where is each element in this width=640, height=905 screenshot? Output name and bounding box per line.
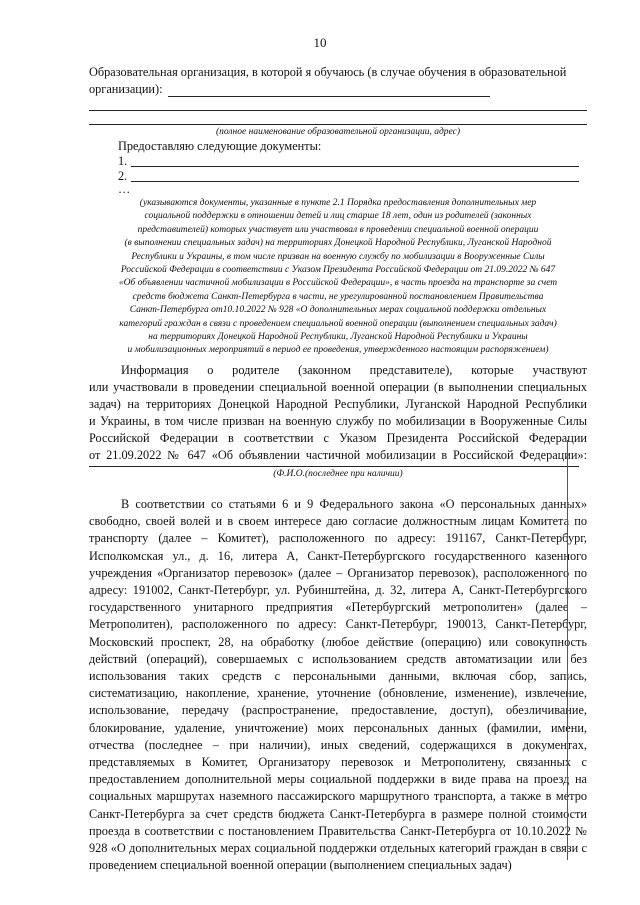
org-input-line-1: [168, 96, 490, 97]
fio-input-line: [89, 466, 579, 467]
docs-note-line: (в выполнении специальных задач) на территориях Донецкой Народной Республики, Луганской Народной: [124, 238, 552, 249]
docs-note-line: социальной поддержки в отношении детей и лиц старше 18 лет, один из родителей (законных: [144, 211, 532, 222]
page-number: 10: [313, 35, 327, 50]
docs-note-line: (указываются документы, указанные в пункте 2.1 Порядка предоставления дополнительных мер: [139, 198, 537, 208]
consent-paragraph: [89, 496, 587, 874]
parent-info-line: или участвовали в проведении специальной военной операции (в выполнении специальных: [89, 380, 587, 394]
consent-text: В соответствии со статьями 6 и 9 Федерального закона «О персональных данных» свободно, своей волей и в своем интересе даю согласие должностным лицам Комитета по транспорту (далее – Комитет), расположенного по адресу: 191167, Санкт-Петербург, Исполкомская ул., д. 16, литера А, Санкт-Петербургского государственного казенного учреждения «Организатор перевозок» (далее – Организатор перевозок), расположенного по адресу: 191002, Санкт-Петербург, ул. Рубинштейна, д. 32, литера А, Санкт-Петербургского государственного унитарного предприятия «Петербургский метрополитен» (далее – Метрополитен), расположенного по адресу: Санкт-Петербург, 190013, Санкт-Петербург, Московский проспект, 28, на обработку (любое действие (операцию) или совокупность действий (операций), совершаемых с использованием средств автоматизации или без использования таких средств с персональными данными, включая сбор, запись, систематизацию, накопление, хранение, уточнение (обновление, изменение), извлечение, использование, передачу (распространение, предоставление, доступ), обезличивание, блокирование, удаление, уничтожение) моих персональных данных (фамилии, имени, отчества (последнее – при наличии), иных сведений, содержащихся в документах, представляемых в Комитет, Организатору перевозок и Метрополитену, связанных с предоставлением дополнительной меры социальной поддержки в виде права на проезд на социальных маршрутах наземного пассажирского маршрутного транспорта, а также в метро Санкт-Петербурга за счет средств бюджета Санкт-Петербурга в размере полной стоимости проезда в соответствии с постановлением Правительства Санкт-Петербурга от 10.10.2022 № 928 «О дополнительных мерах социальной поддержки отдельных категорий граждан в связи с проведением специальной военной операции (выполнением специальных задач): [89, 497, 587, 873]
parent-info-line: задач) на территориях Донецкой Народной Республики, Луганской Народной Республики: [89, 397, 587, 411]
org-caption: (полное наименование образовательной организации, адрес): [215, 127, 461, 137]
docs-note-line: представителей) которых участвует или участвовал в проведении специальной военной операции: [137, 224, 539, 235]
docs-note-line: «Об объявлении частичной мобилизации в Российской Федерации», в часть проезда на транспорте за счет: [118, 278, 558, 289]
docs-note-line: на территориях Донецкой Народной Республики, Луганской Народной Республики и Украины: [148, 332, 528, 343]
docs-item-2: 2.: [118, 169, 128, 183]
docs-note-line: средств бюджета Санкт-Петербурга в части, не урегулированной постановлением Правительства: [132, 291, 544, 302]
margin-stroke: [567, 440, 568, 860]
docs-note: [89, 197, 587, 358]
org-input-line-3: [89, 124, 587, 125]
docs-note-line: и мобилизационных мероприятий в период ее проведения, утвержденного настоящим распоряжением): [127, 345, 549, 356]
docs-heading: Предоставляю следующие документы:: [118, 139, 322, 153]
docs-note-line: Санкт-Петербурга от10.10.2022 № 928 «О дополнительных мерах социальной поддержки отдельных: [129, 305, 547, 316]
parent-info-line: Российской Федерации в соответствии с Указом Президента Российской Федерации: [89, 431, 587, 445]
org-label-line1: Образовательная организация, в которой я обучаюсь (в случае обучения в образовательной: [89, 65, 567, 79]
docs-note-line: Республики и Украины, в том числе призван на военную службу по мобилизации в Вооруженные Силы: [131, 251, 545, 262]
parent-info-line: и Украины, в том числе призван на военную службу по мобилизации в Вооруженные Силы: [89, 414, 587, 428]
docs-item-ellipsis: …: [118, 182, 131, 196]
fio-caption: (Ф.И.О.(последнее при наличии): [273, 469, 403, 479]
parent-info-line: от 21.09.2022 № 647 «Об объявлении частичной мобилизации в Российской Федерации»:: [89, 448, 587, 462]
parent-info-line: Информация о родителе (законном представителе), которые участвуют: [121, 363, 587, 377]
docs-item-2-line: [131, 181, 579, 182]
org-label-line2: организации):: [89, 82, 163, 96]
docs-note-line: категорий граждан в связи с проведением специальной военной операции (выполнением специальных задач): [119, 318, 557, 329]
docs-item-1: 1.: [118, 154, 128, 168]
docs-note-line: Российской Федерации в соответствии с Указом Президента Российской Федерации от 21.09.2022 № 647: [120, 265, 556, 276]
org-input-line-2: [89, 110, 587, 111]
docs-item-1-line: [131, 166, 579, 167]
